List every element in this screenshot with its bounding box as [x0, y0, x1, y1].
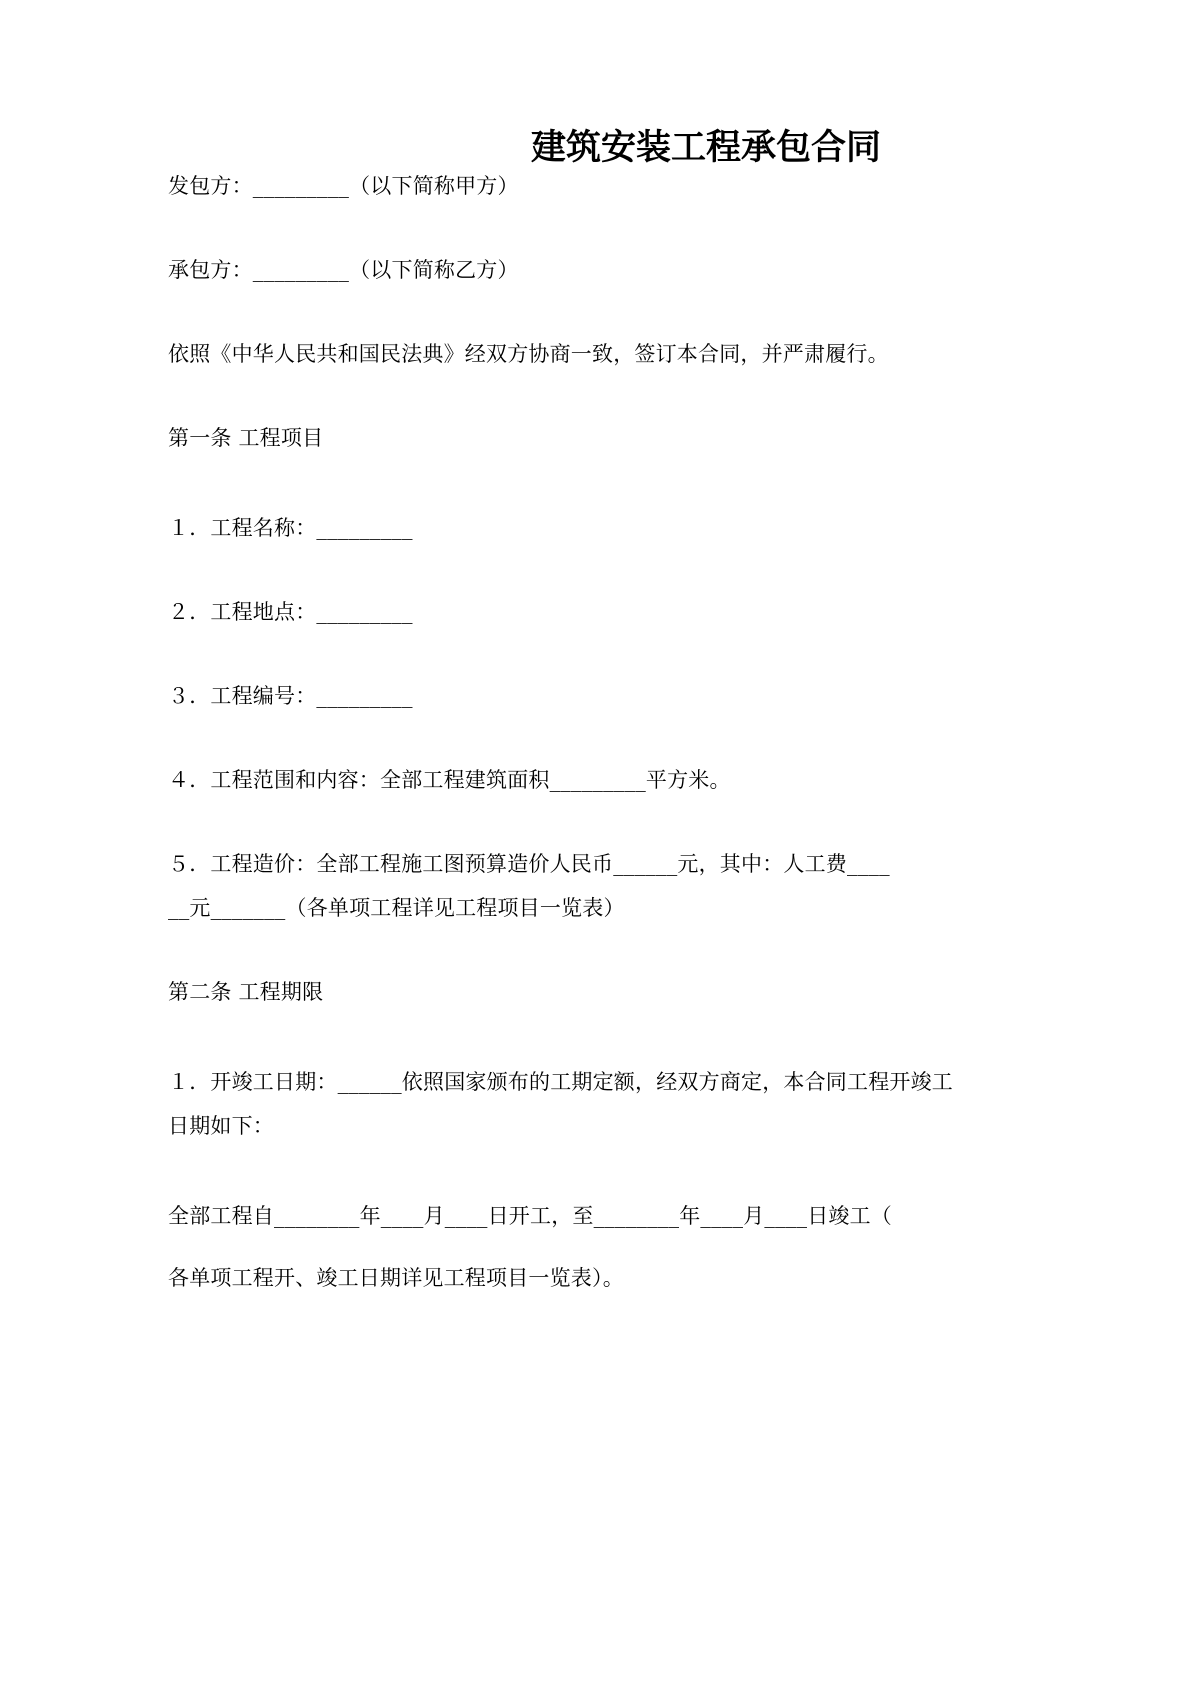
spacer	[168, 367, 1028, 425]
spacer	[168, 877, 1028, 895]
article-1-item-5-continued: __元_______（各单项工程详见工程项目一览表）	[168, 896, 625, 920]
spacer	[168, 199, 1028, 257]
spacer	[168, 541, 1028, 599]
spacer	[168, 1095, 1028, 1113]
article-1-item-2: ２．工程地点：_________	[168, 600, 413, 624]
spacer	[168, 451, 1028, 515]
article-2-schedule-line: 全部工程自________年____月____日开工，至________年____月____日竣工（	[168, 1204, 892, 1228]
article-2-heading: 第二条 工程期限	[168, 980, 324, 1004]
article-1-item-5: ５．工程造价：全部工程施工图预算造价人民币______元，其中：人工费____	[168, 852, 890, 876]
article-1-item-4: ４．工程范围和内容：全部工程建筑面积_________平方米。	[168, 768, 731, 792]
spacer	[168, 283, 1028, 341]
spacer	[168, 709, 1028, 767]
article-2-item-1: １．开竣工日期：______依照国家颁布的工期定额，经双方商定，本合同工程开竣工	[168, 1070, 953, 1094]
party-a-line: 发包方：_________（以下简称甲方）	[168, 174, 519, 198]
spacer	[168, 921, 1028, 979]
spacer	[168, 793, 1028, 851]
spacer	[168, 1139, 1028, 1203]
spacer	[168, 1005, 1028, 1069]
party-b-line: 承包方：_________（以下简称乙方）	[168, 258, 519, 282]
document-body	[168, 127, 1028, 1291]
article-1-item-1: １．工程名称：_________	[168, 516, 413, 540]
article-2-item-1-continued: 日期如下：	[168, 1114, 274, 1138]
article-2-schedule-line-continued: 各单项工程开、竣工日期详见工程项目一览表）。	[168, 1266, 624, 1290]
article-1-heading: 第一条 工程项目	[168, 426, 324, 450]
spacer	[168, 1229, 1028, 1265]
page-title: 建筑安装工程承包合同	[530, 127, 881, 168]
preamble-paragraph: 依照《中华人民共和国民法典》经双方协商一致，签订本合同，并严肃履行。	[168, 342, 889, 366]
spacer	[168, 625, 1028, 683]
article-1-item-3: ３．工程编号：_________	[168, 684, 413, 708]
